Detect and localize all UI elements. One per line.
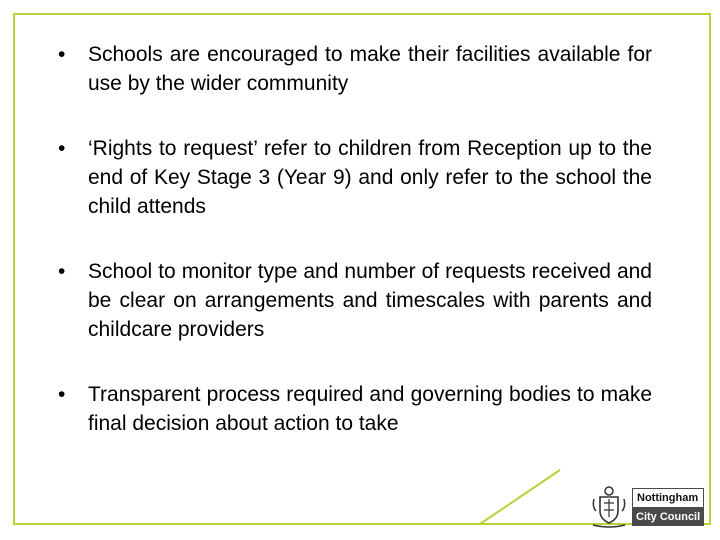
list-item [58,134,652,221]
bullet-text: Schools are encouraged to make their facilities available for use by the wider community [88,43,652,95]
list-item [58,40,652,98]
list-item [58,257,652,344]
bullet-list [58,40,652,474]
logo-name-line1: Nottingham [632,488,704,508]
council-logo [590,484,710,530]
bullet-text: ‘Rights to request’ refer to children from Reception up to the end of Key Stage 3 (Year 9) and only refer to the school the child attends [88,137,652,218]
bullet-marker: • [58,43,66,66]
list-item [58,380,652,438]
bullet-text: School to monitor type and number of requests received and be clear on arrangements and timescales with parents and childcare providers [88,260,652,341]
coat-of-arms-icon [590,485,628,529]
bullet-text: Transparent process required and governing bodies to make final decision about action to take [88,383,652,435]
bullet-marker: • [58,137,66,160]
bullet-marker: • [58,260,66,283]
bullet-marker: • [58,383,66,406]
logo-name-line2: City Council [632,508,704,526]
